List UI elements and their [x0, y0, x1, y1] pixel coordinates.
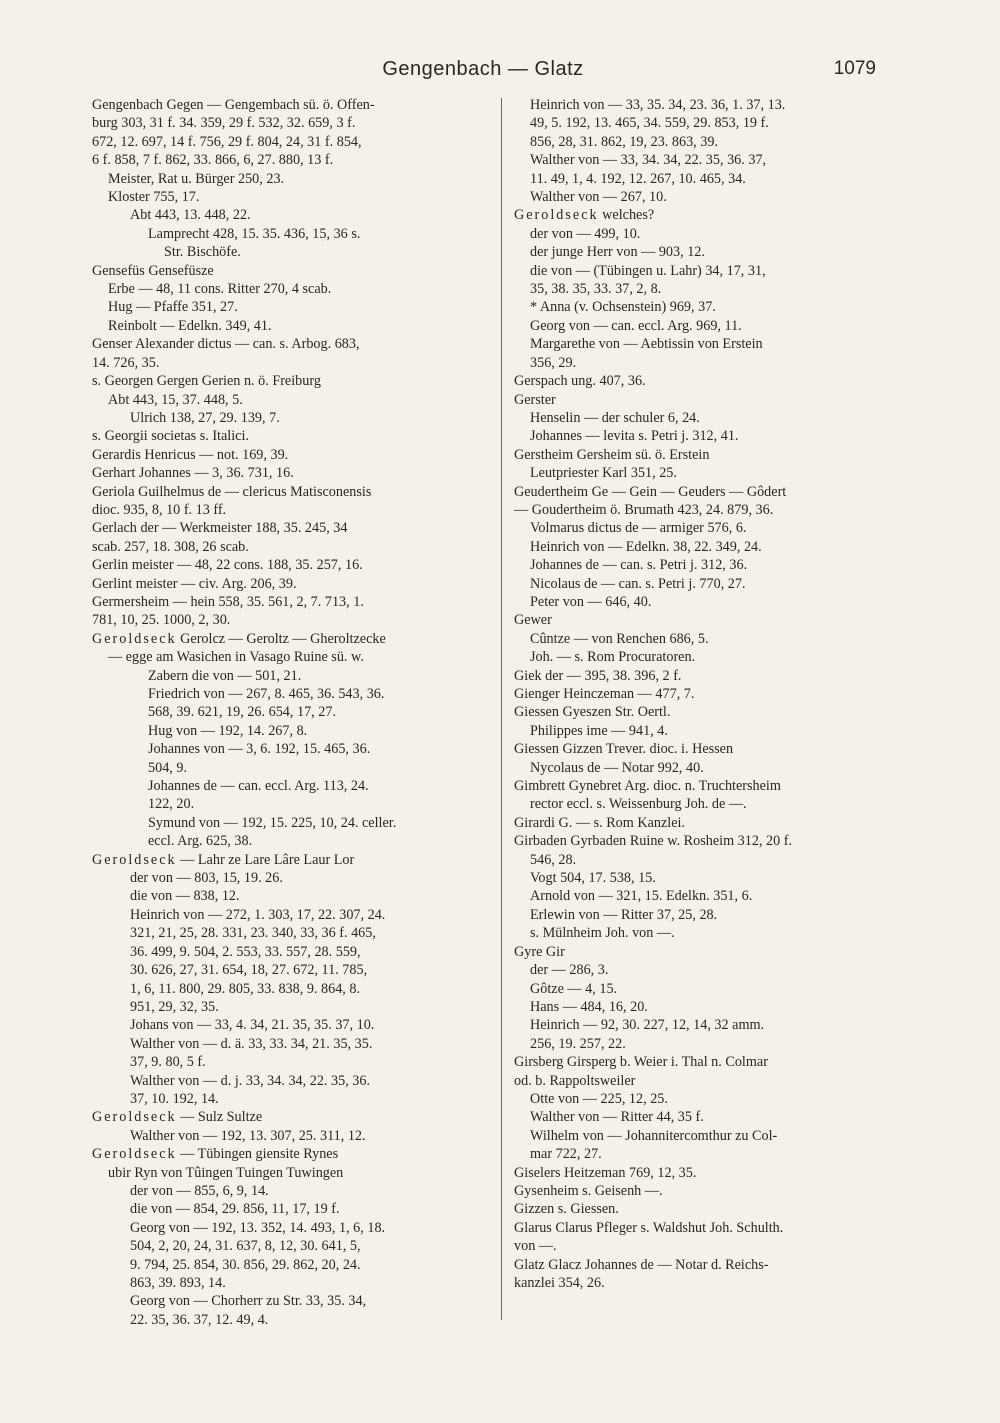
index-line: Heinrich von — 33, 35. 34, 23. 36, 1. 37, 13. — [530, 97, 786, 113]
index-line: 11. 49, 1, 4. 192, 12. 267, 10. 465, 34. — [530, 170, 746, 187]
page-number: 1079 — [833, 58, 876, 79]
index-line: Gysenheim s. Geisenh —. — [514, 1182, 663, 1199]
index-line: 6 f. 858, 7 f. 862, 33. 866, 6, 27. 880, 13 f. — [92, 152, 334, 169]
index-line: Glatz Glacz Johannes de — Notar d. Reichs- — [514, 1256, 769, 1273]
index-line: Giessen Gizzen Trever. dioc. i. Hessen — [514, 741, 734, 758]
index-line: Germersheim — hein 558, 35. 561, 2, 7. 713, 1. — [92, 593, 364, 610]
index-line: Vogt 504, 17. 538, 15. — [530, 870, 656, 887]
index-line: 546, 28. — [530, 851, 577, 868]
index-line: Gienger Heinczeman — 477, 7. — [514, 686, 695, 702]
index-heading-line: Geroldseck — Tübingen giensite Rynes — [92, 1146, 339, 1163]
index-line: 37, 10. 192, 14. — [130, 1090, 219, 1107]
index-line: Lamprecht 428, 15. 35. 436, 15, 36 s. — [148, 225, 361, 242]
index-line: Walther von — 192, 13. 307, 25. 311, 12. — [130, 1127, 366, 1144]
index-line: 781, 10, 25. 1000, 2, 30. — [92, 612, 231, 629]
index-line: eccl. Arg. 625, 38. — [148, 833, 253, 850]
index-line: Gerspach ung. 407, 36. — [514, 373, 646, 390]
index-line: 356, 29. — [530, 354, 577, 371]
index-line: Nycolaus de — Notar 992, 40. — [530, 759, 704, 776]
index-line: 568, 39. 621, 19, 26. 654, 17, 27. — [148, 704, 336, 721]
index-line: Otte von — 225, 12, 25. — [530, 1090, 668, 1107]
index-line: Georg von — Chorherr zu Str. 33, 35. 34, — [130, 1293, 367, 1310]
index-line: Leutpriester Karl 351, 25. — [530, 465, 677, 482]
index-line: der — 286, 3. — [530, 962, 609, 979]
index-line: 504, 9. — [148, 759, 188, 776]
index-line: Johannes von — 3, 6. 192, 15. 465, 36. — [148, 741, 371, 758]
index-line: Gyre Gir — [514, 943, 565, 960]
column-divider — [501, 98, 502, 1320]
index-line: 321, 21, 25, 28. 331, 23. 340, 33, 36 f. 465, — [130, 925, 376, 942]
index-line: die von — 854, 29. 856, 11, 17, 19 f. — [130, 1201, 340, 1218]
index-line: Meister, Rat u. Bürger 250, 23. — [108, 170, 285, 187]
index-line: Wilhelm von — Johannitercomthur zu Col- — [530, 1127, 778, 1144]
index-line: Heinrich von — Edelkn. 38, 22. 349, 24. — [530, 538, 762, 555]
index-line: Gerlin meister — 48, 22 cons. 188, 35. 257, 16. — [92, 557, 363, 574]
index-line: von —. — [514, 1238, 557, 1255]
index-line: 951, 29, 32, 35. — [130, 998, 219, 1015]
index-line: Heinrich — 92, 30. 227, 12, 14, 32 amm. — [530, 1017, 765, 1034]
index-line: Walther von — Ritter 44, 35 f. — [530, 1109, 704, 1126]
index-line: 49, 5. 192, 13. 465, 34. 559, 29. 853, 19 f. — [530, 115, 769, 132]
index-line: 672, 12. 697, 14 f. 756, 29 f. 804, 24, 31 f. 854, — [92, 133, 362, 150]
index-line: Walther von — 267, 10. — [530, 189, 667, 206]
index-line: s. Mülnheim Joh. von —. — [530, 925, 675, 942]
index-heading-line: Geroldseck — Lahr ze Lare Lâre Laur Lor — [92, 851, 355, 868]
index-line: Girbaden Gyrbaden Ruine w. Rosheim 312, 20 f. — [514, 833, 793, 850]
index-line: Geudertheim Ge — Gein — Geuders — Gôdert — [514, 483, 787, 500]
index-line: Gensefüs Gensefüsze — [92, 262, 214, 279]
index-line: Gerhart Johannes — 3, 36. 731, 16. — [92, 465, 294, 482]
index-line: Gimbrett Gynebret Arg. dioc. n. Truchtersheim — [514, 778, 781, 795]
index-line: Gerstheim Gersheim sü. ö. Erstein — [514, 446, 710, 463]
index-line: Johannes de — can. eccl. Arg. 113, 24. — [148, 778, 369, 795]
index-line: Walther von — 33, 34. 34, 22. 35, 36. 37, — [530, 152, 767, 169]
index-line: Johans von — 33, 4. 34, 21. 35, 35. 37, 10. — [130, 1017, 375, 1034]
index-line: Kloster 755, 17. — [108, 189, 200, 206]
index-line: Friedrich von — 267, 8. 465, 36. 543, 36. — [148, 686, 385, 702]
index-line: Cûntze — von Renchen 686, 5. — [530, 630, 709, 647]
index-line: burg 303, 31 f. 34. 359, 29 f. 532, 32. 659, 3 f. — [92, 115, 356, 132]
index-line: Erlewin von — Ritter 37, 25, 28. — [530, 906, 718, 923]
index-line: Henselin — der schuler 6, 24. — [530, 409, 700, 426]
index-line: kanzlei 354, 26. — [514, 1275, 605, 1291]
index-line: Geriola Guilhelmus de — clericus Matisconensis — [92, 483, 372, 500]
index-line: 35, 38. 35, 33. 37, 2, 8. — [530, 281, 662, 298]
index-line: 504, 2, 20, 24, 31. 637, 8, 12, 30. 641, 5, — [130, 1238, 361, 1255]
index-line: Gerardis Henricus — not. 169, 39. — [92, 446, 289, 463]
page-title: Gengenbach — Glatz — [382, 58, 584, 80]
index-line: 14. 726, 35. — [92, 354, 160, 371]
index-line: 30. 626, 27, 31. 654, 18, 27. 672, 11. 785, — [130, 962, 368, 979]
index-line: Peter von — 646, 40. — [530, 593, 652, 610]
index-line: Gerlach der — Werkmeister 188, 35. 245, 34 — [92, 520, 348, 537]
index-line: Volmarus dictus de — armiger 576, 6. — [530, 520, 747, 537]
index-line: Giessen Gyeszen Str. Oertl. — [514, 704, 671, 721]
index-line: scab. 257, 18. 308, 26 scab. — [92, 538, 249, 555]
index-line: Georg von — can. eccl. Arg. 969, 11. — [530, 317, 742, 334]
index-line: Johannes de — can. s. Petri j. 312, 36. — [530, 557, 748, 574]
index-line: der von — 499, 10. — [530, 225, 641, 242]
index-line: 9. 794, 25. 854, 30. 856, 29. 862, 20, 24. — [130, 1256, 361, 1273]
index-line: Giselers Heitzeman 769, 12, 35. — [514, 1164, 697, 1181]
index-line: Ulrich 138, 27, 29. 139, 7. — [130, 409, 280, 426]
index-heading-line: Geroldseck — Sulz Sultze — [92, 1109, 263, 1126]
index-line: 37, 9. 80, 5 f. — [130, 1054, 206, 1071]
index-line: der von — 803, 15, 19. 26. — [130, 870, 283, 887]
index-line: dioc. 935, 8, 10 f. 13 ff. — [92, 501, 227, 518]
index-line: Philippes ime — 941, 4. — [530, 722, 668, 739]
index-line: — egge am Wasichen in Vasago Ruine sü. w. — [108, 649, 364, 666]
left-column — [92, 96, 490, 1329]
index-line: 22. 35, 36. 37, 12. 49, 4. — [130, 1311, 269, 1328]
index-heading-line: Geroldseck welches? — [514, 207, 655, 224]
index-line: Hans — 484, 16, 20. — [530, 998, 648, 1015]
index-line: Glarus Clarus Pfleger s. Waldshut Joh. Schulth. — [514, 1219, 784, 1236]
index-line: s. Georgii societas s. Italici. — [92, 428, 249, 445]
index-line: die von — (Tübingen u. Lahr) 34, 17, 31, — [530, 262, 766, 279]
index-line: Walther von — d. j. 33, 34. 34, 22. 35, 36. — [130, 1072, 371, 1089]
index-line: od. b. Rappoltsweiler — [514, 1072, 636, 1089]
index-line: Erbe — 48, 11 cons. Ritter 270, 4 scab. — [108, 281, 332, 298]
index-line: Hug — Pfaffe 351, 27. — [108, 299, 238, 316]
right-column — [514, 96, 876, 1292]
index-line: 36. 499, 9. 504, 2. 553, 33. 557, 28. 559, — [130, 943, 361, 960]
index-line: 122, 20. — [148, 796, 195, 813]
index-line: Giek der — 395, 38. 396, 2 f. — [514, 667, 682, 684]
index-line: Gewer — [514, 612, 552, 629]
index-line: Joh. — s. Rom Procuratoren. — [530, 649, 696, 666]
index-line: Genser Alexander dictus — can. s. Arbog. 683, — [92, 336, 360, 353]
index-line: der junge Herr von — 903, 12. — [530, 244, 705, 261]
index-line: Zabern die von — 501, 21. — [148, 667, 302, 684]
index-line: Walther von — d. ä. 33, 33. 34, 21. 35, 35. — [130, 1035, 373, 1052]
index-line: Gengenbach Gegen — Gengembach sü. ö. Offen- — [92, 97, 375, 113]
index-line: 856, 28, 31. 862, 19, 23. 863, 39. — [530, 133, 718, 150]
index-line: Arnold von — 321, 15. Edelkn. 351, 6. — [530, 888, 753, 905]
running-header — [90, 58, 876, 84]
index-line: Girsberg Girsperg b. Weier i. Thal n. Colmar — [514, 1054, 768, 1071]
index-line: 1, 6, 11. 800, 29. 805, 33. 838, 9. 864, 8. — [130, 980, 361, 997]
index-line: — Goudertheim ö. Brumath 423, 24. 879, 36. — [514, 501, 774, 518]
index-line: Georg von — 192, 13. 352, 14. 493, 1, 6, 18. — [130, 1219, 386, 1236]
index-line: s. Georgen Gergen Gerien n. ö. Freiburg — [92, 373, 321, 390]
index-line: Heinrich von — 272, 1. 303, 17, 22. 307, 24. — [130, 906, 386, 923]
index-line: 256, 19. 257, 22. — [530, 1035, 626, 1052]
index-line: mar 722, 27. — [530, 1146, 602, 1163]
index-line: Hug von — 192, 14. 267, 8. — [148, 722, 308, 739]
index-line: Abt 443, 15, 37. 448, 5. — [108, 391, 243, 408]
index-line: Gôtze — 4, 15. — [530, 980, 618, 997]
index-line: Abt 443, 13. 448, 22. — [130, 207, 251, 224]
index-line: Symund von — 192, 15. 225, 10, 24. celler. — [148, 814, 397, 831]
index-line: * Anna (v. Ochsenstein) 969, 37. — [530, 299, 716, 316]
index-line: Gerlint meister — civ. Arg. 206, 39. — [92, 575, 297, 592]
index-line: Johannes — levita s. Petri j. 312, 41. — [530, 428, 739, 445]
index-line: die von — 838, 12. — [130, 888, 240, 905]
index-heading-line: Geroldseck Gerolcz — Geroltz — Gheroltzecke — [92, 630, 386, 647]
index-line: Girardi G. — s. Rom Kanzlei. — [514, 814, 686, 831]
index-line: ubir Ryn von Tûingen Tuingen Tuwingen — [108, 1164, 344, 1181]
index-line: 863, 39. 893, 14. — [130, 1275, 226, 1291]
index-line: Reinbolt — Edelkn. 349, 41. — [108, 317, 272, 334]
index-line: Gerster — [514, 391, 556, 408]
index-line: der von — 855, 6, 9, 14. — [130, 1182, 269, 1199]
index-line: Margarethe von — Aebtissin von Erstein — [530, 336, 763, 353]
index-line: rector eccl. s. Weissenburg Joh. de —. — [530, 796, 747, 813]
index-line: Nicolaus de — can. s. Petri j. 770, 27. — [530, 575, 746, 592]
index-line: Gizzen s. Giessen. — [514, 1201, 619, 1218]
index-line: Str. Bischöfe. — [164, 244, 241, 261]
